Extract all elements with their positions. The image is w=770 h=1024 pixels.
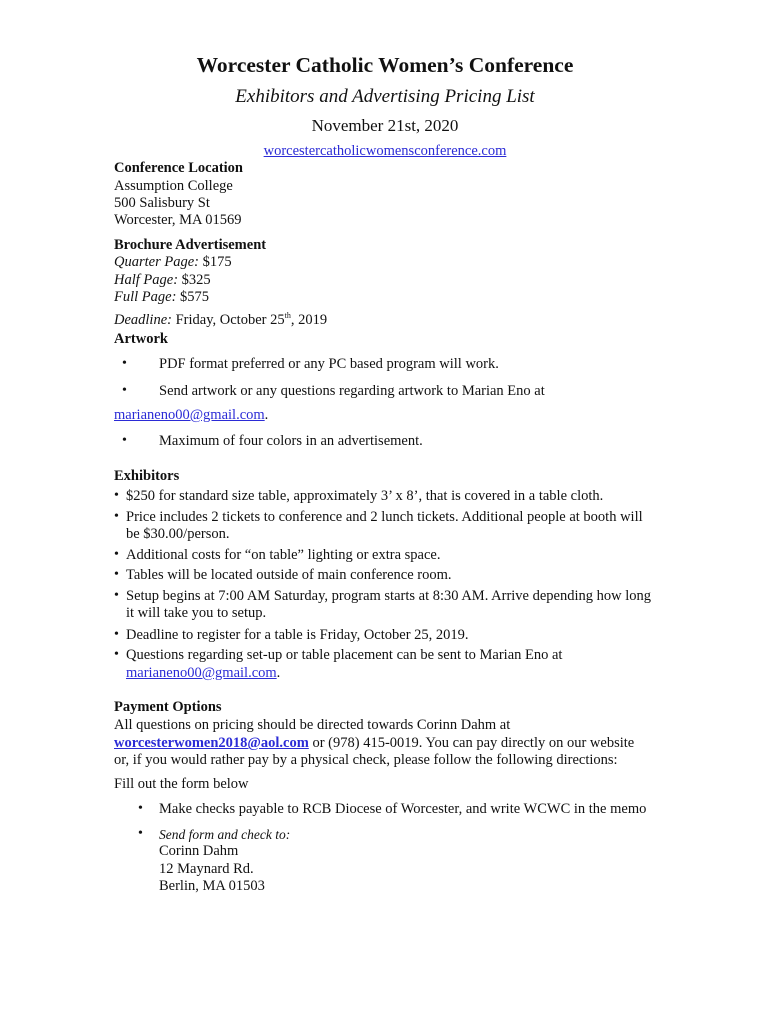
payment-text [114, 735, 634, 753]
punctuation: . [264, 407, 269, 423]
bullet-icon: • [138, 801, 143, 816]
exhibitor-email-link[interactable]: marianeno00@gmail.com [126, 665, 277, 681]
exhibitors-heading: Exhibitors [114, 468, 180, 484]
bullet-icon: • [114, 567, 119, 582]
payment-item: Make checks payable to RCB Diocese of Worcester, and write WCWC in the memo [159, 801, 647, 817]
exhibitor-item: Price includes 2 tickets to conference and 2 lunch tickets. Additional people at booth will [126, 509, 643, 525]
exhibitor-item: Questions regarding set-up or table placement can be sent to Marian Eno at [126, 647, 563, 663]
website-line [0, 143, 770, 160]
brochure-item-label: Quarter Page: [114, 254, 199, 270]
brochure-item [114, 272, 211, 290]
page-subtitle: Exhibitors and Advertising Pricing List [235, 86, 535, 107]
brochure-item-price: $325 [178, 272, 211, 288]
exhibitor-item: Deadline to register for a table is Friday, October 25, 2019. [126, 627, 469, 643]
artwork-item: Maximum of four colors in an advertisement. [159, 433, 423, 449]
address-line: Berlin, MA 01503 [159, 878, 265, 894]
location-line: Worcester, MA 01569 [114, 212, 242, 228]
exhibitor-item-continued: it will take you to setup. [126, 605, 267, 621]
payment-phone-text: or (978) 415-0019. You can pay directly on our website [308, 735, 635, 751]
punctuation: . [276, 665, 281, 681]
event-date: November 21st, 2020 [311, 116, 459, 135]
artwork-item: PDF format preferred or any PC based program will work. [159, 356, 499, 372]
exhibitor-item: Tables will be located outside of main conference room. [126, 567, 452, 583]
brochure-heading: Brochure Advertisement [114, 237, 267, 253]
deadline-date: Friday, October 25 [171, 311, 285, 328]
deadline-year: , 2019 [290, 311, 328, 328]
fill-form-text: Fill out the form below [114, 776, 249, 792]
location-line: 500 Salisbury St [114, 195, 210, 211]
payment-text: or, if you would rather pay by a physical check, please follow the following directions: [114, 752, 618, 768]
bullet-icon: • [114, 627, 119, 642]
artwork-email-link[interactable]: marianeno00@gmail.com [114, 407, 265, 423]
location-line: Assumption College [114, 178, 233, 194]
brochure-item-price: $175 [198, 254, 232, 270]
bullet-icon: • [138, 826, 143, 841]
address-line: Corinn Dahm [159, 843, 239, 859]
page-title: Worcester Catholic Women’s Conference [196, 53, 574, 77]
bullet-icon: • [114, 547, 119, 562]
brochure-item-price: $575 [176, 289, 210, 305]
exhibitor-item-continued: be $30.00/person. [126, 526, 230, 542]
exhibitor-item: Setup begins at 7:00 AM Saturday, program starts at 8:30 AM. Arrive depending how long [126, 588, 652, 604]
bullet-icon: • [114, 509, 119, 524]
payment-heading: Payment Options [114, 699, 222, 715]
brochure-item [114, 289, 209, 307]
address-line: 12 Maynard Rd. [159, 861, 254, 877]
bullet-icon: • [122, 356, 127, 371]
bullet-icon: • [114, 488, 119, 503]
website-link[interactable]: worcestercatholicwomensconference.com [263, 143, 507, 159]
deadline-label: Deadline: [114, 311, 172, 328]
brochure-item-label: Half Page: [114, 272, 179, 288]
send-to-label: Send form and check to: [159, 827, 291, 842]
brochure-item-label: Full Page: [114, 289, 177, 305]
exhibitor-item: $250 for standard size table, approximately 3’ x 8’, that is covered in a table cloth. [126, 488, 604, 504]
location-heading: Conference Location [114, 160, 243, 176]
bullet-icon: • [114, 647, 119, 662]
payment-email-link[interactable]: worcesterwomen2018@aol.com [114, 735, 309, 751]
payment-text: All questions on pricing should be directed towards Corinn Dahm at [114, 717, 511, 733]
bullet-icon: • [122, 383, 127, 398]
bullet-icon: • [114, 588, 119, 603]
bullet-icon: • [122, 433, 127, 448]
brochure-item [114, 254, 232, 272]
exhibitor-email-line [126, 665, 280, 683]
artwork-heading: Artwork [114, 331, 168, 347]
artwork-email-line [114, 407, 268, 425]
brochure-deadline [114, 307, 327, 329]
artwork-item: Send artwork or any questions regarding artwork to Marian Eno at [159, 383, 545, 399]
exhibitor-item: Additional costs for “on table” lighting or extra space. [126, 547, 441, 563]
deadline-ordinal: th [284, 311, 291, 320]
